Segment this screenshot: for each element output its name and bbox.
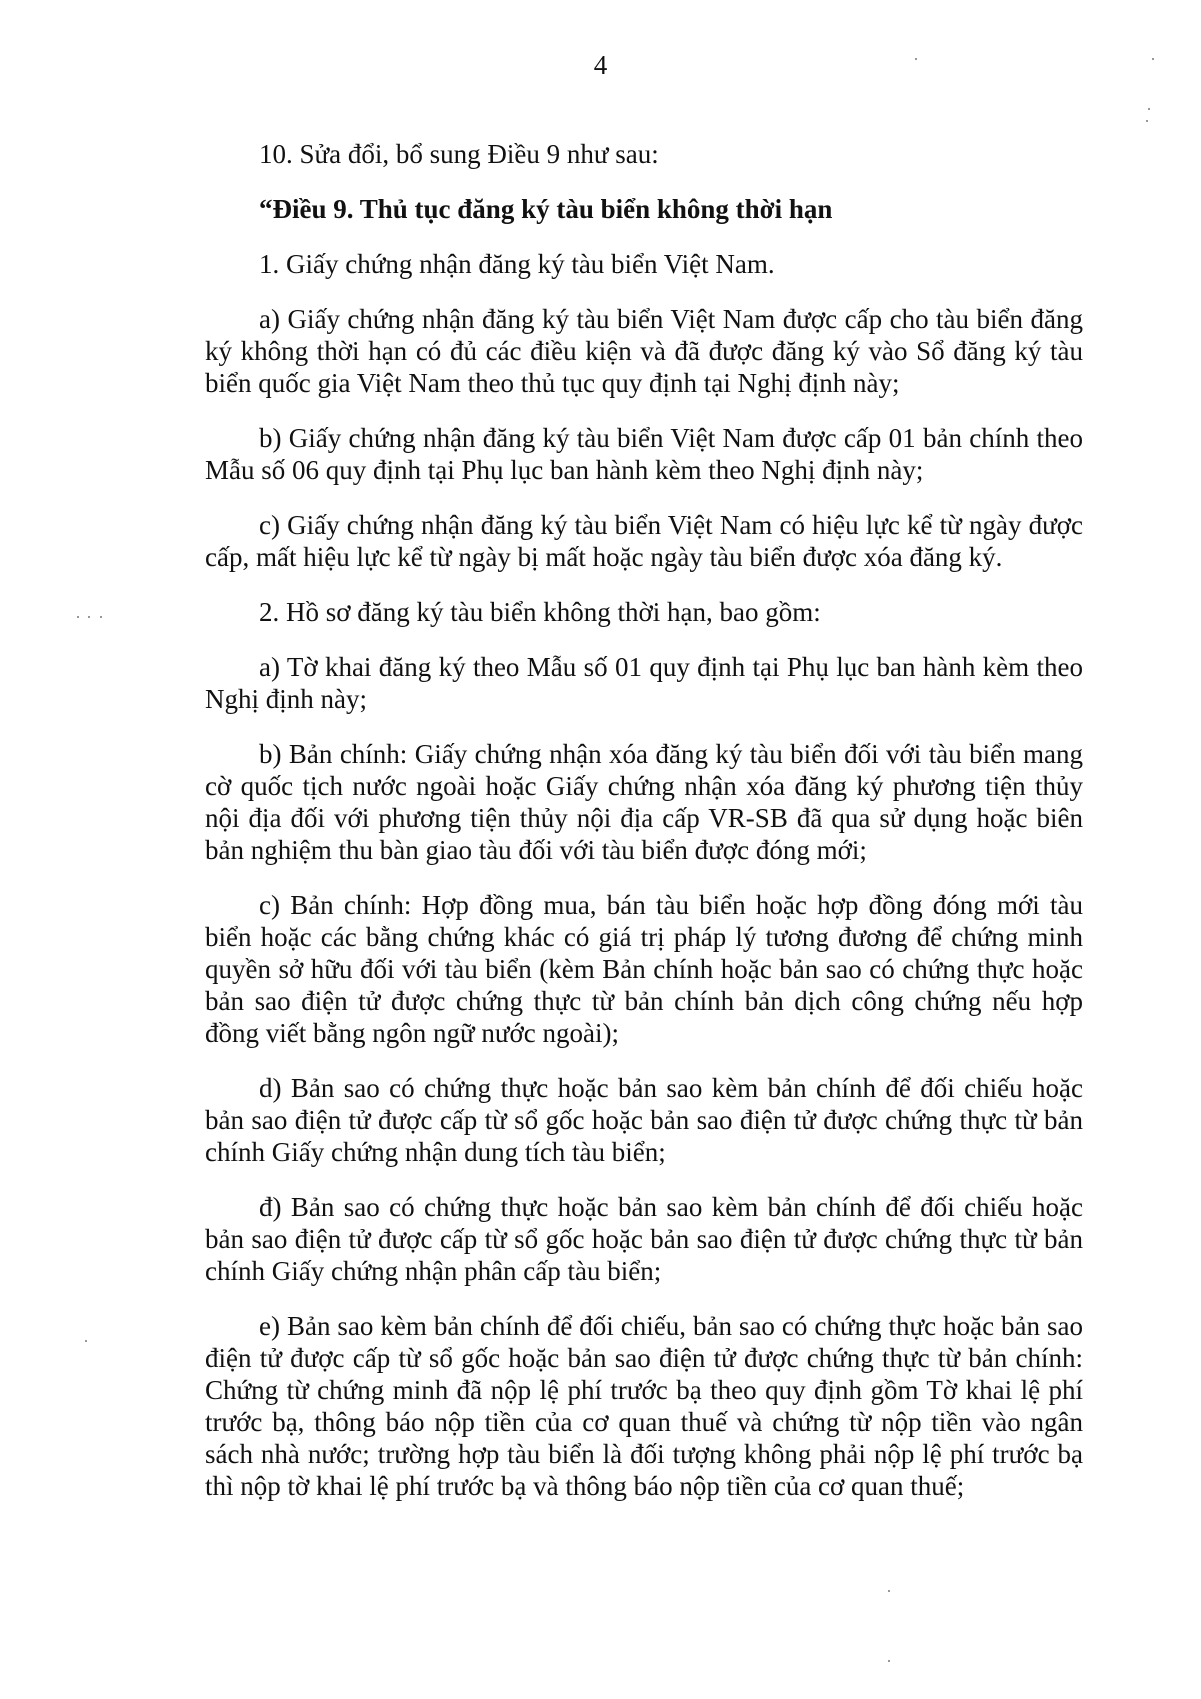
- scan-speck: [888, 1660, 890, 1662]
- clause-1b: b) Giấy chứng nhận đăng ký tàu biển Việt Nam được cấp 01 bản chính theo Mẫu số 06 quy định tại Phụ lục ban hành kèm theo Nghị định này;: [205, 423, 1083, 485]
- clause-2dd: đ) Bản sao có chứng thực hoặc bản sao kèm bản chính để đối chiếu hoặc bản sao điện tử được cấp từ sổ gốc hoặc bản sao điện tử được chứng thực từ bản chính Giấy chứng nhận phân cấp tàu biển;: [205, 1192, 1083, 1286]
- clause-1a: a) Giấy chứng nhận đăng ký tàu biển Việt Nam được cấp cho tàu biển đăng ký không thời hạn có đủ các điều kiện và đã được đăng ký vào Sổ đăng ký tàu biển quốc gia Việt Nam theo thủ tục quy định tại Nghị định này;: [205, 304, 1083, 398]
- article-heading: “Điều 9. Thủ tục đăng ký tàu biển không thời hạn: [259, 194, 833, 224]
- scan-speck: [1146, 120, 1148, 122]
- scan-speck: [88, 616, 90, 618]
- clause-2d: d) Bản sao có chứng thực hoặc bản sao kèm bản chính để đối chiếu hoặc bản sao điện tử được cấp từ sổ gốc hoặc bản sao điện tử được chứng thực từ bản chính Giấy chứng nhận dung tích tàu biển;: [205, 1073, 1083, 1167]
- clause-2a: a) Tờ khai đăng ký theo Mẫu số 01 quy định tại Phụ lục ban hành kèm theo Nghị định này;: [205, 652, 1083, 714]
- clause-1c: c) Giấy chứng nhận đăng ký tàu biển Việt Nam có hiệu lực kể từ ngày được cấp, mất hiệu lực kể từ ngày bị mất hoặc ngày tàu biển được xóa đăng ký.: [205, 510, 1083, 572]
- scan-speck: [100, 616, 102, 618]
- clause-2e: e) Bản sao kèm bản chính để đối chiếu, bản sao có chứng thực hoặc bản sao điện tử được cấp từ sổ gốc hoặc bản sao điện tử được chứng thực từ bản chính: Chứng từ chứng minh đã nộp lệ phí trước bạ theo quy định gồm Tờ khai lệ phí trước bạ, thông báo nộp tiền của cơ quan thuế và chứng từ nộp tiền vào ngân sách nhà nước; trường hợp tàu biển là đối tượng không phải nộp lệ phí trước bạ thì nộp tờ khai lệ phí trước bạ và thông báo nộp tiền của cơ quan thuế;: [205, 1311, 1083, 1501]
- scan-speck: [1152, 58, 1154, 60]
- scan-speck: [85, 1340, 87, 1342]
- scan-speck: [888, 1590, 890, 1592]
- scan-speck: [1148, 108, 1150, 110]
- clause-2b: b) Bản chính: Giấy chứng nhận xóa đăng ký tàu biển đối với tàu biển mang cờ quốc tịch nước ngoài hoặc Giấy chứng nhận xóa đăng ký phương tiện thủy nội địa đối với phương tiện thủy nội địa cấp VR-SB đã qua sử dụng hoặc biên bản nghiệm thu bàn giao tàu đối với tàu biển được đóng mới;: [205, 739, 1083, 865]
- clause-1: 1. Giấy chứng nhận đăng ký tàu biển Việt Nam.: [259, 249, 775, 279]
- scan-speck: [77, 616, 79, 618]
- document-body: [205, 138, 1083, 1525]
- amendment-intro: 10. Sửa đổi, bổ sung Điều 9 như sau:: [259, 139, 659, 169]
- scan-speck: [915, 58, 917, 60]
- clause-2c: c) Bản chính: Hợp đồng mua, bán tàu biển hoặc hợp đồng đóng mới tàu biển hoặc các bằng chứng khác có giá trị pháp lý tương đương để chứng minh quyền sở hữu đối với tàu biển (kèm Bản chính hoặc bản sao có chứng thực hoặc bản sao điện tử được chứng thực từ bản chính bản dịch công chứng nếu hợp đồng viết bằng ngôn ngữ nước ngoài);: [205, 890, 1083, 1048]
- page-number: 4: [593, 50, 608, 80]
- clause-2: 2. Hồ sơ đăng ký tàu biển không thời hạn, bao gồm:: [259, 597, 821, 627]
